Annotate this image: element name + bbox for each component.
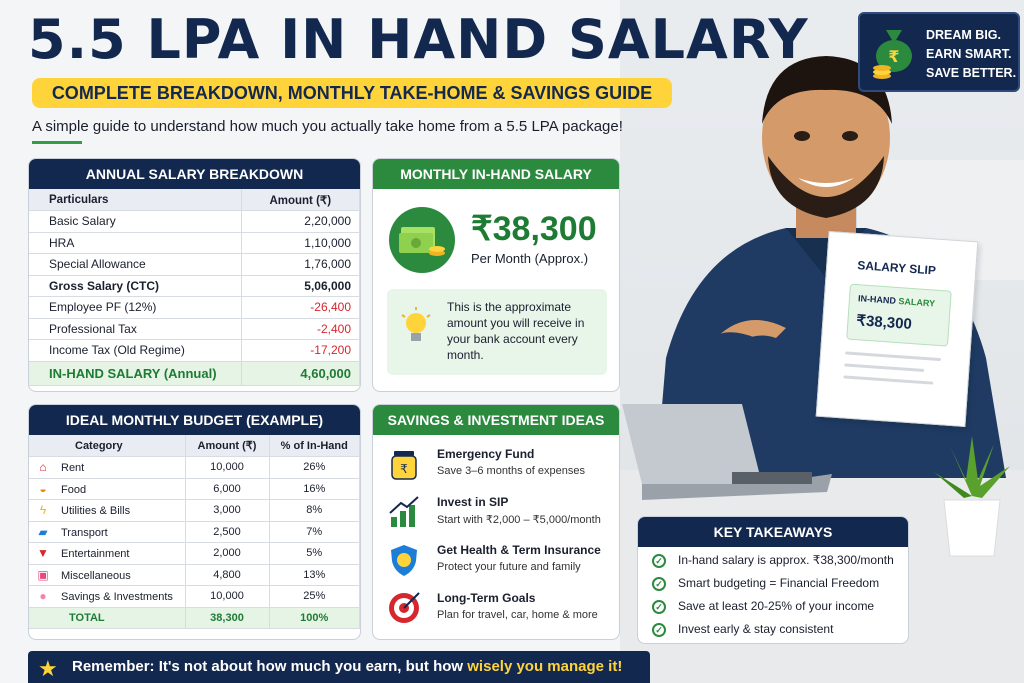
monthly-amount: ₹38,300 (471, 210, 597, 248)
monthly-note-text: This is the approximate amount you will receive in your bank account every month. (447, 300, 585, 362)
key-takeaways-card (637, 516, 909, 644)
table-row (29, 211, 360, 233)
food-icon: ◒ (39, 481, 47, 496)
row-pct: 25% (269, 586, 360, 608)
table-row (29, 457, 360, 479)
row-category: Savings & Investments (61, 591, 173, 604)
slip-label-salary: SALARY (898, 296, 936, 309)
svg-text:₹: ₹ (400, 462, 408, 476)
motto-badge (858, 12, 1020, 92)
row-amount: 10,000 (185, 457, 269, 479)
annual-salary-card (28, 158, 361, 392)
col-amount: Amount (₹) (241, 189, 360, 211)
savings-item-sub: Protect your future and family (437, 561, 581, 573)
takeaway-item (652, 576, 879, 596)
row-amount: 1,76,000 (241, 254, 360, 276)
slip-amount: ₹38,300 (855, 312, 913, 333)
row-amount: 2,000 (185, 543, 269, 565)
table-row (29, 564, 360, 586)
row-amount: -17,200 (241, 340, 360, 362)
shopping-bag-icon: ▣ (37, 567, 49, 582)
row-label: Basic Salary (29, 211, 241, 233)
table-row (29, 340, 360, 362)
row-category: Miscellaneous (61, 569, 131, 582)
check-icon: ✓ (652, 600, 666, 614)
row-label: Professional Tax (29, 318, 241, 340)
monthly-salary-heading: MONTHLY IN-HAND SALARY (373, 159, 619, 189)
row-amount: 5,06,000 (241, 275, 360, 297)
row-amount: 3,000 (185, 500, 269, 522)
table-row (29, 297, 360, 319)
savings-item-sub: Plan for travel, car, home & more (437, 609, 598, 621)
col-particulars: Particulars (29, 189, 241, 211)
popcorn-icon: ▼ (37, 546, 49, 561)
row-amount: 1,10,000 (241, 232, 360, 254)
target-icon (387, 591, 421, 625)
table-header-row (29, 435, 360, 457)
savings-item (387, 493, 613, 537)
motto-text (926, 26, 1016, 83)
takeaway-item (652, 622, 833, 642)
row-amount: 10,000 (185, 586, 269, 608)
total-label: IN-HAND SALARY (Annual) (29, 361, 241, 385)
takeaway-item (652, 599, 874, 619)
footer-highlight: wisely you manage it! (467, 658, 623, 675)
slip-line (844, 363, 924, 372)
row-pct: 8% (269, 500, 360, 522)
savings-item (387, 541, 613, 585)
row-pct: 26% (269, 457, 360, 479)
slip-label (858, 293, 936, 308)
subtitle-banner: COMPLETE BREAKDOWN, MONTHLY TAKE-HOME & SAVINGS GUIDE (32, 78, 672, 108)
slip-line (845, 351, 941, 361)
savings-item-title: Get Health & Term Insurance (437, 543, 601, 557)
check-icon: ✓ (652, 554, 666, 568)
row-label: HRA (29, 232, 241, 254)
laptop-illustration (622, 404, 832, 504)
table-row (29, 543, 360, 565)
row-label: Income Tax (Old Regime) (29, 340, 241, 362)
car-icon: ▰ (38, 524, 48, 539)
row-label: Gross Salary (CTC) (29, 275, 241, 297)
savings-item (387, 589, 613, 633)
slip-amount-box (846, 284, 952, 347)
row-pct: 5% (269, 543, 360, 565)
table-row (29, 254, 360, 276)
jar-icon (387, 447, 421, 481)
savings-heading: SAVINGS & INVESTMENT IDEAS (373, 405, 619, 435)
per-month-label: Per Month (Approx.) (471, 251, 589, 266)
table-row (29, 232, 360, 254)
motto-line-3: SAVE BETTER. (926, 66, 1017, 80)
takeaway-text: In-hand salary is approx. ₹38,300/month (678, 553, 894, 567)
slip-title: SALARY SLIP (856, 258, 937, 278)
salary-table (29, 189, 360, 386)
total-label: TOTAL (29, 607, 185, 629)
total-row (29, 361, 360, 385)
col-amount: Amount (₹) (185, 435, 269, 457)
row-amount: -26,400 (241, 297, 360, 319)
savings-item-title: Invest in SIP (437, 495, 509, 509)
footer-text (72, 658, 622, 675)
row-pct: 7% (269, 521, 360, 543)
total-pct: 100% (269, 607, 360, 629)
monthly-note-box (387, 289, 607, 375)
footer-banner (28, 651, 650, 683)
row-category: Utilities & Bills (61, 505, 131, 518)
col-pct: % of In-Hand (269, 435, 360, 457)
takeaway-item (652, 553, 894, 573)
total-amount: 4,60,000 (241, 361, 360, 385)
cash-icon (389, 207, 455, 273)
check-icon: ✓ (652, 577, 666, 591)
table-row (29, 521, 360, 543)
star-icon: ★ (38, 656, 58, 681)
svg-text:₹: ₹ (888, 47, 900, 66)
total-row (29, 607, 360, 629)
house-icon: ⌂ (39, 460, 47, 475)
row-category: Transport (61, 526, 108, 539)
row-category: Food (61, 483, 87, 496)
row-amount: 2,500 (185, 521, 269, 543)
takeaway-text: Invest early & stay consistent (678, 622, 834, 636)
table-row (29, 275, 360, 297)
motto-line-2: EARN SMART. (926, 47, 1012, 61)
col-category: Category (29, 435, 185, 457)
annual-salary-heading: ANNUAL SALARY BREAKDOWN (29, 159, 360, 189)
lightbulb-icon (399, 307, 433, 351)
slip-line (843, 375, 933, 384)
row-amount: -2,400 (241, 318, 360, 340)
salary-slip (816, 231, 979, 427)
page-title: 5.5 LPA IN HAND SALARY (28, 8, 809, 71)
lightning-icon: ϟ (39, 503, 47, 518)
growth-chart-icon (387, 495, 421, 529)
row-amount: 6,000 (185, 478, 269, 500)
table-row (29, 478, 360, 500)
total-amount: 38,300 (185, 607, 269, 629)
budget-table (29, 435, 360, 629)
check-icon: ✓ (652, 623, 666, 637)
row-label: Employee PF (12%) (29, 297, 241, 319)
shield-icon (387, 543, 421, 577)
savings-item (387, 445, 613, 489)
savings-item-title: Emergency Fund (437, 447, 535, 461)
money-bag-icon (872, 24, 916, 84)
tagline: A simple guide to understand how much you actually take home from a 5.5 LPA package! (32, 118, 623, 135)
savings-ideas-card (372, 404, 620, 640)
row-category: Rent (61, 462, 85, 475)
monthly-budget-card (28, 404, 361, 640)
row-category: Entertainment (61, 548, 130, 561)
monthly-salary-card (372, 158, 620, 392)
row-label: Special Allowance (29, 254, 241, 276)
takeaways-heading: KEY TAKEAWAYS (638, 517, 908, 547)
row-pct: 13% (269, 564, 360, 586)
slip-label-in-hand: IN-HAND (857, 293, 897, 306)
tagline-underline (32, 141, 82, 144)
budget-heading: IDEAL MONTHLY BUDGET (EXAMPLE) (29, 405, 360, 435)
row-amount: 4,800 (185, 564, 269, 586)
row-pct: 16% (269, 478, 360, 500)
table-row (29, 318, 360, 340)
takeaway-text: Save at least 20-25% of your income (678, 599, 875, 613)
savings-item-title: Long-Term Goals (437, 591, 536, 605)
table-header-row (29, 189, 360, 211)
motto-line-1: DREAM BIG. (926, 28, 1001, 42)
table-row (29, 586, 360, 608)
piggy-bank-icon: ● (39, 589, 47, 604)
takeaway-text: Smart budgeting = Financial Freedom (678, 576, 880, 590)
plant-illustration (930, 436, 1014, 560)
savings-item-sub: Save 3–6 months of expenses (437, 465, 585, 477)
row-amount: 2,20,000 (241, 211, 360, 233)
savings-item-sub: Start with ₹2,000 – ₹5,000/month (437, 514, 601, 526)
footer-main: Remember: It's not about how much you earn, but how (72, 658, 464, 675)
table-row (29, 500, 360, 522)
